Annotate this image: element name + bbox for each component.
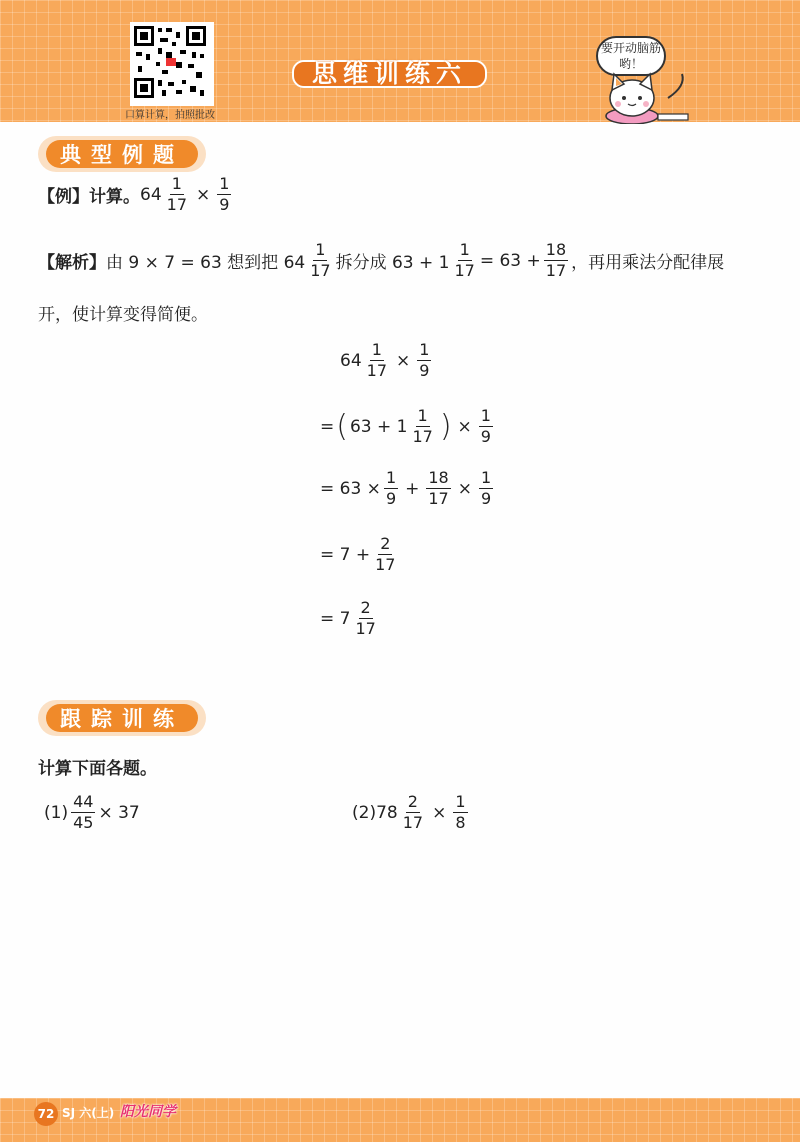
- step-text: = 7: [320, 608, 351, 629]
- step-text: = 63 ×: [320, 478, 381, 499]
- example-prompt: 【例】计算。: [38, 187, 140, 207]
- fraction: $\frac{1}{9}$: [480, 468, 492, 508]
- times-sign: ×: [432, 802, 447, 823]
- fraction: $\frac{1}{9}$: [219, 174, 230, 214]
- expr-whole: 64: [140, 184, 162, 205]
- qr-code-icon[interactable]: [130, 22, 214, 106]
- analysis-text: 拆分成 63 + 1: [335, 253, 450, 273]
- plus-sign: +: [405, 478, 420, 499]
- page-title-text: 思维训练六: [312, 59, 468, 88]
- step-text: 63 + 1: [349, 416, 408, 437]
- left-paren: (: [336, 409, 348, 444]
- fraction: $\frac{1}{17}$: [366, 340, 387, 380]
- step-2: [320, 406, 496, 447]
- analysis-text: = 63 +: [479, 250, 541, 271]
- analysis-text: 开，使计算变得简便。: [38, 305, 208, 325]
- analysis-line-2: [38, 300, 208, 325]
- fraction: $\frac{44}{45}$: [73, 792, 94, 832]
- times-sign: ×: [396, 350, 411, 371]
- section-tag-example-label: 典型例题: [46, 140, 198, 168]
- times-sign: ×: [457, 416, 472, 437]
- fraction: $\frac{2}{17}$: [402, 792, 424, 832]
- section-tag-example: [38, 136, 206, 172]
- step-text: =: [320, 416, 335, 437]
- example-problem: [38, 174, 234, 215]
- section-tag-practice-label: 跟踪训练: [46, 704, 198, 732]
- question-text: × 37: [98, 802, 140, 823]
- fraction: $\frac{1}{9}$: [419, 340, 430, 380]
- fraction: $\frac{1}{17}$: [166, 174, 187, 214]
- fraction: $\frac{1}{17}$: [412, 406, 433, 446]
- fraction: $\frac{18}{17}$: [428, 468, 449, 508]
- step-1: [340, 340, 434, 381]
- fraction: $\frac{1}{9}$: [385, 468, 397, 508]
- analysis-text: 由 9 × 7 = 63 想到把 64: [106, 253, 306, 273]
- page-title: [300, 52, 479, 92]
- brand-logo: 阳光同学: [120, 1104, 176, 1120]
- question-label: (1): [44, 802, 69, 823]
- step-5: [320, 598, 381, 639]
- page-number: 72: [34, 1102, 58, 1126]
- analysis-text: ，再用乘法分配律展: [571, 253, 725, 273]
- analysis-line-1: [38, 240, 724, 281]
- step-3: [320, 468, 496, 509]
- cat-mascot-icon: [600, 68, 690, 128]
- speech-bubble: 要开动脑筋哟！: [596, 36, 666, 76]
- book-label: SJ 六(上): [62, 1106, 115, 1120]
- fraction: $\frac{18}{17}$: [545, 240, 567, 280]
- step-text: 64: [340, 350, 362, 371]
- section-tag-practice: [38, 700, 206, 736]
- qr-caption: 口算计算，拍照批改: [125, 110, 215, 121]
- step-4: [320, 534, 400, 575]
- practice-instruction: 计算下面各题。: [38, 759, 157, 779]
- fraction: $\frac{2}{17}$: [375, 534, 396, 574]
- step-text: = 7 +: [320, 544, 371, 565]
- right-paren: ): [439, 409, 452, 444]
- times-sign: ×: [457, 478, 472, 499]
- times-sign: ×: [196, 184, 211, 205]
- fraction: $\frac{1}{17}$: [454, 240, 475, 280]
- fraction: $\frac{1}{8}$: [455, 792, 466, 832]
- fraction: $\frac{1}{9}$: [480, 406, 491, 446]
- question-2: [352, 792, 471, 833]
- question-1: [44, 792, 140, 833]
- fraction: $\frac{2}{17}$: [355, 598, 376, 638]
- question-label: (2)78: [352, 802, 398, 823]
- fraction: $\frac{1}{17}$: [310, 240, 331, 280]
- analysis-label: 【解析】: [38, 253, 106, 273]
